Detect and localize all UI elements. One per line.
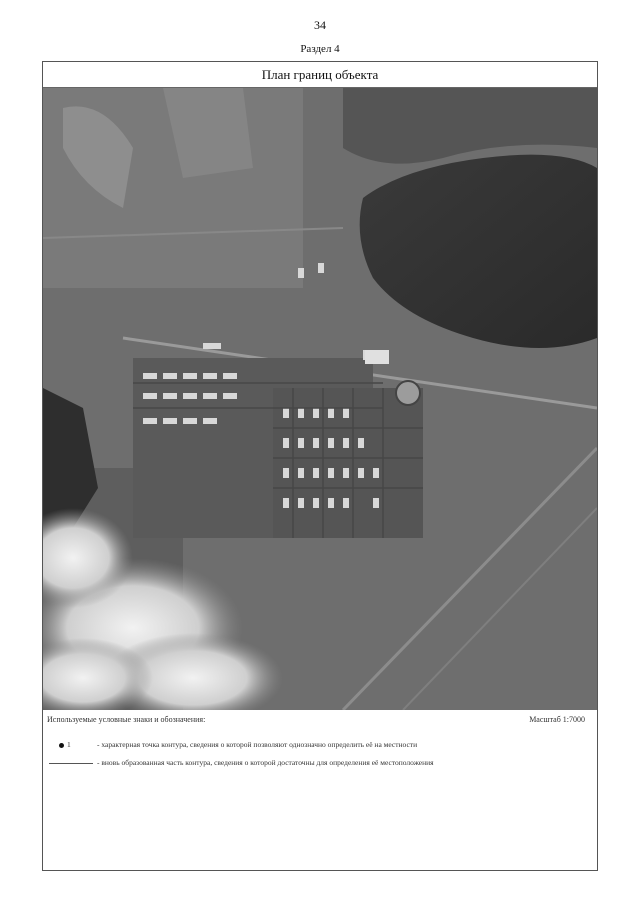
plan-frame xyxy=(42,61,598,871)
legend-section xyxy=(43,710,597,870)
legend-item-point xyxy=(49,740,589,750)
satellite-map-image xyxy=(43,88,597,710)
line-icon xyxy=(49,758,97,768)
legend-item-line xyxy=(49,758,589,768)
plan-title: План границ объекта xyxy=(43,62,597,88)
legend-item-text: - характерная точка контура, сведения о которой позволяют однозначно определить её на местности xyxy=(97,740,418,749)
point-icon xyxy=(49,740,97,750)
legend-title: Используемые условные знаки и обозначения: xyxy=(47,715,206,724)
scale-label: Масштаб 1:7000 xyxy=(529,715,585,724)
satellite-map-drawing xyxy=(43,88,597,710)
point-number: 1 xyxy=(67,740,71,749)
page-number: 34 xyxy=(314,18,326,32)
legend-item-text: - вновь образованная часть контура, сведения о которой достаточны для определения её местоположения xyxy=(97,758,434,767)
section-label: Раздел 4 xyxy=(300,43,340,55)
